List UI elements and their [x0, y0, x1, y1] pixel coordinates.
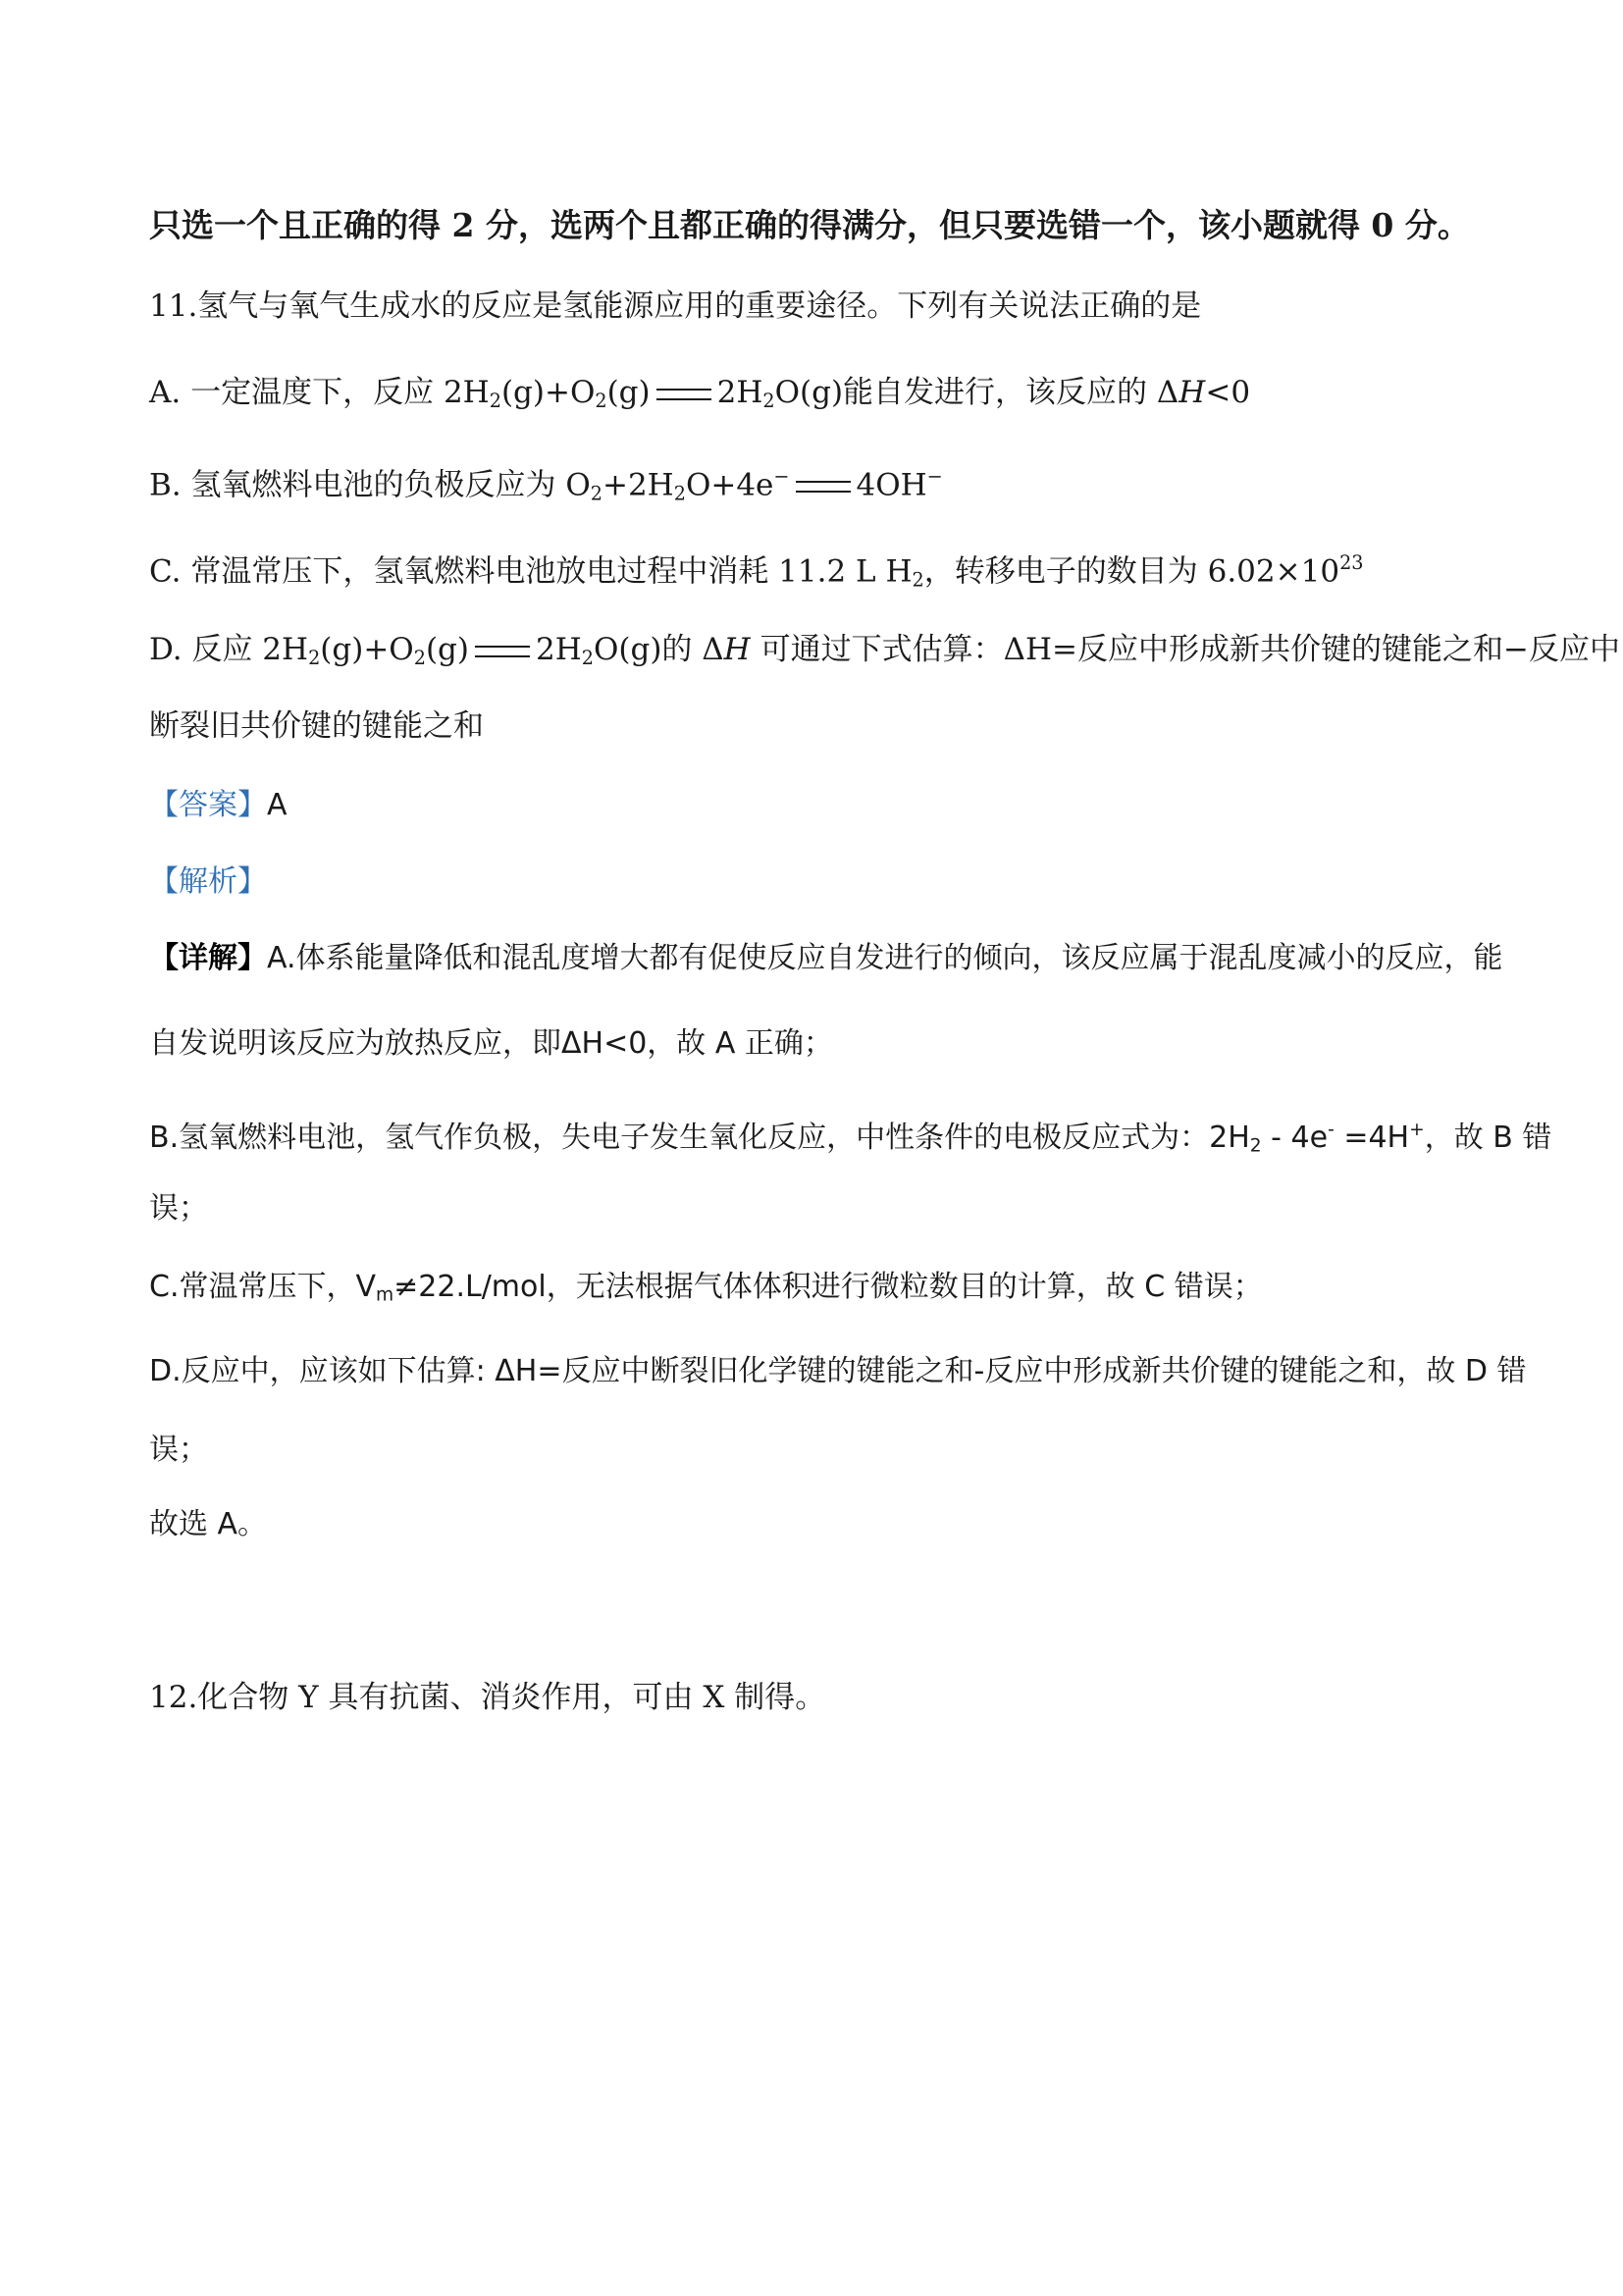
detail-b-line-1: B.氢氧燃料电池，氢气作负极，失电子发生氧化反应，中性条件的电极反应式为：$2H_2 - 4e^- =4H^+$，故 B 错 [149, 1120, 1552, 1157]
option-c: C. 常温常压下，氢氧燃料电池放电过程中消耗 11.2 L $H_2$，转移电子的数目为 $6.02\times 10^{23}$ [149, 551, 1364, 592]
analysis-line [149, 860, 267, 904]
conclusion: 故选 A。 [149, 1507, 268, 1541]
reaction-equals-sign [656, 389, 711, 400]
reaction-equals-sign [796, 481, 851, 493]
question-11-stem: 11.氢气与氧气生成水的反应是氢能源应用的重要途径。下列有关说法正确的是 [149, 288, 1202, 324]
detail-c-line: C.常温常压下，$V_m\ne 22.L$/mol，无法根据气体体积进行微粒数目的计算，故 C 错误； [149, 1270, 1263, 1306]
detail-b-line-2: 误； [149, 1191, 208, 1226]
answer-label: 【答案】 [149, 788, 267, 822]
detail-label: 【详解】 [149, 941, 267, 975]
option-b: B. 氢氧燃料电池的负极反应为 $O_2+2H_2O+4e^-$ 4OH− [149, 465, 943, 505]
option-d-continued: 断裂旧共价键的键能之和 [149, 708, 484, 744]
detail-a-line-2: 自发说明该反应为放热反应，即ΔH<0，故 A 正确； [149, 1026, 833, 1061]
detail-d-line-1: D.反应中，应该如下估算: ΔH=反应中断裂旧化学键的键能之和-反应中形成新共价键的键能之和，故 D 错 [149, 1354, 1527, 1388]
answer-line [149, 783, 288, 827]
detail-a-line-1: 【详解】A.体系能量降低和混乱度增大都有促使反应自发进行的倾向，该反应属于混乱度减小的反应，能 [149, 941, 1503, 975]
option-d: D. 反应 $2H_2(g)+O_2(g)$ $2H_2O(g)$的 ΔH 可通过下式估算：ΔH=反应中形成新共价键的键能之和−反应中 [149, 632, 1620, 669]
analysis-label: 【解析】 [149, 864, 267, 899]
answer-value: A [267, 788, 288, 822]
option-a: A. 一定温度下，反应 $2H_2(g)+O_2(g)$ $2H_2O(g)$能自发进行，该反应的 ΔH<0 [149, 375, 1251, 412]
question-12-stem: 12.化合物 Y 具有抗菌、消炎作用，可由 X 制得。 [149, 1680, 826, 1715]
scoring-instruction: 只选一个且正确的得 2 分，选两个且都正确的得满分，但只要选错一个，该小题就得 0 分。 [149, 206, 1470, 244]
reaction-equals-sign [475, 646, 530, 657]
detail-d-line-2: 误； [149, 1433, 208, 1467]
